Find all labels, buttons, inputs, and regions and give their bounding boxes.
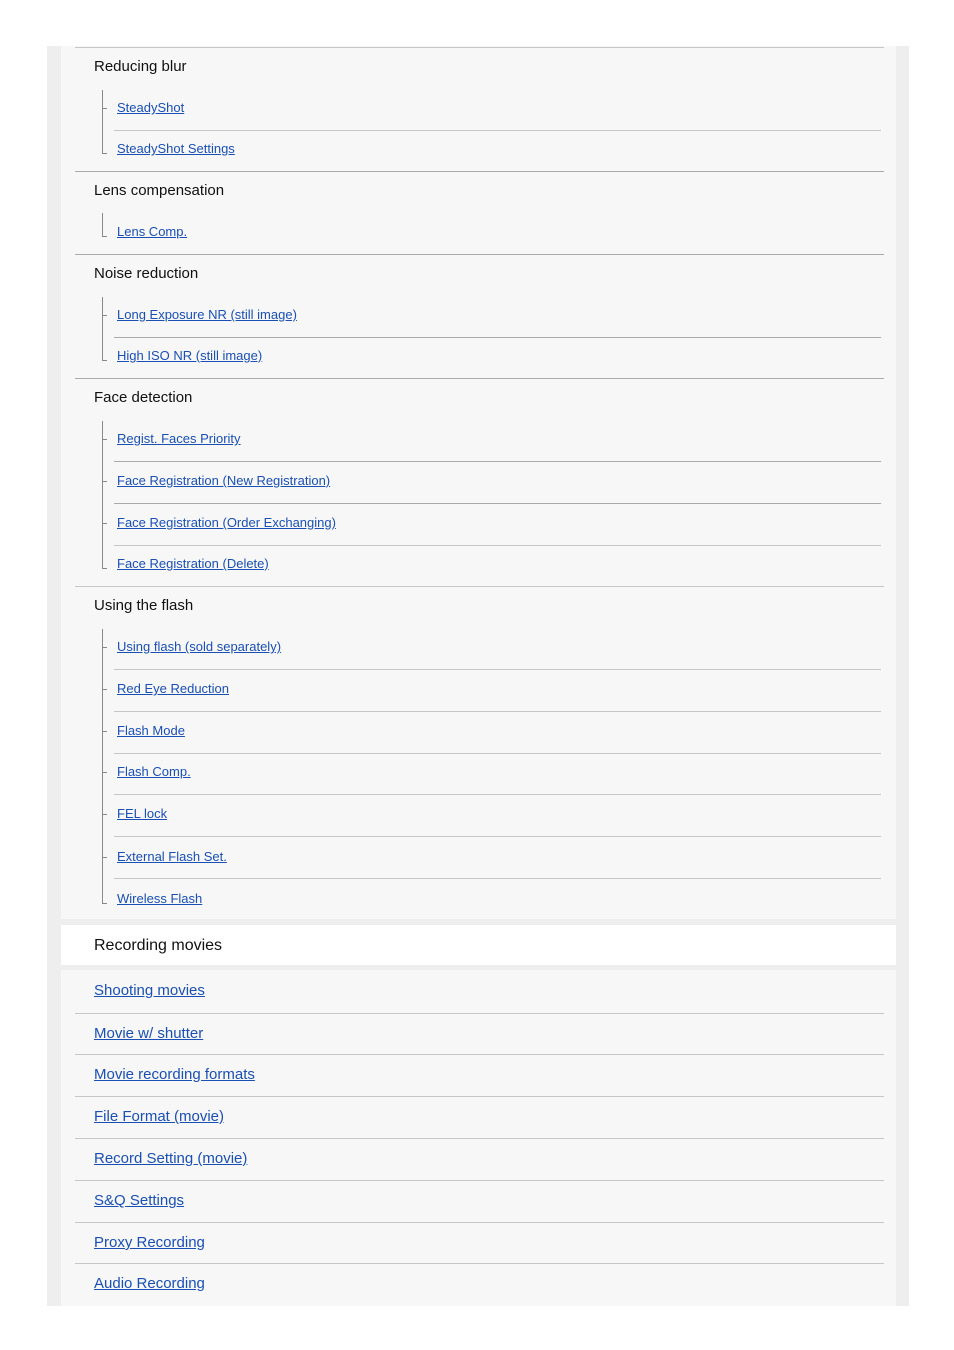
tree-tick	[102, 568, 107, 569]
tree-tick	[102, 315, 107, 316]
link-fel-lock[interactable]: FEL lock	[117, 806, 168, 821]
tree-tick	[102, 731, 107, 732]
link-file-format-movie[interactable]: File Format (movie)	[94, 1108, 225, 1125]
tree-line	[102, 629, 103, 904]
divider	[114, 669, 881, 670]
link-movie-w-shutter[interactable]: Movie w/ shutter	[94, 1025, 204, 1042]
link-red-eye-reduction[interactable]: Red Eye Reduction	[117, 681, 230, 696]
divider	[114, 753, 881, 754]
tree-tick	[102, 523, 107, 524]
link-using-flash[interactable]: Using flash (sold separately)	[117, 639, 282, 654]
link-flash-comp[interactable]: Flash Comp.	[117, 764, 191, 779]
divider	[114, 130, 881, 131]
tree-tick	[102, 647, 107, 648]
tree-tick	[102, 153, 107, 154]
section-divider	[75, 586, 884, 587]
tree-line	[102, 421, 103, 569]
link-external-flash-set[interactable]: External Flash Set.	[117, 849, 227, 864]
tree-tick	[102, 108, 107, 109]
link-lens-comp[interactable]: Lens Comp.	[117, 224, 188, 239]
link-face-registration-delete[interactable]: Face Registration (Delete)	[117, 556, 269, 571]
divider	[75, 1013, 884, 1014]
section-divider	[75, 254, 884, 255]
link-shooting-movies[interactable]: Shooting movies	[94, 982, 205, 999]
section-title-face-detection: Face detection	[94, 389, 193, 406]
link-audio-recording[interactable]: Audio Recording	[94, 1275, 205, 1292]
tree-tick	[102, 236, 107, 237]
link-wireless-flash[interactable]: Wireless Flash	[117, 891, 203, 906]
divider	[114, 794, 881, 795]
divider	[75, 47, 884, 48]
link-sq-settings[interactable]: S&Q Settings	[94, 1192, 185, 1209]
link-long-exposure-nr[interactable]: Long Exposure NR (still image)	[117, 307, 297, 322]
block-title-recording-movies: Recording movies	[94, 937, 223, 954]
divider	[114, 503, 881, 504]
link-flash-mode[interactable]: Flash Mode	[117, 723, 185, 738]
tree-line	[102, 90, 103, 154]
tree-line	[102, 213, 103, 237]
tree-tick	[102, 772, 107, 773]
tree-tick	[102, 903, 107, 904]
divider	[114, 878, 881, 879]
divider	[75, 1096, 884, 1097]
divider	[75, 1222, 884, 1223]
tree-tick	[102, 857, 107, 858]
tree-tick	[102, 360, 107, 361]
link-regist-faces-priority[interactable]: Regist. Faces Priority	[117, 431, 241, 446]
section-divider	[75, 171, 884, 172]
divider	[114, 337, 881, 338]
divider	[75, 1263, 884, 1264]
link-record-setting-movie[interactable]: Record Setting (movie)	[94, 1150, 248, 1167]
divider	[75, 1180, 884, 1181]
section-title-noise-reduction: Noise reduction	[94, 265, 199, 282]
tree-tick	[102, 814, 107, 815]
section-divider	[75, 378, 884, 379]
section-title-reducing-blur: Reducing blur	[94, 58, 187, 75]
link-high-iso-nr[interactable]: High ISO NR (still image)	[117, 348, 263, 363]
tree-tick	[102, 689, 107, 690]
tree-tick	[102, 481, 107, 482]
divider	[114, 711, 881, 712]
section-title-using-the-flash: Using the flash	[94, 597, 194, 614]
link-proxy-recording[interactable]: Proxy Recording	[94, 1234, 205, 1251]
tree-tick	[102, 439, 107, 440]
link-face-registration-order[interactable]: Face Registration (Order Exchanging)	[117, 515, 336, 530]
tree-line	[102, 297, 103, 361]
divider	[75, 1054, 884, 1055]
link-steadyshot-settings[interactable]: SteadyShot Settings	[117, 141, 235, 156]
link-steadyshot[interactable]: SteadyShot	[117, 100, 185, 115]
link-movie-recording-formats[interactable]: Movie recording formats	[94, 1066, 255, 1083]
section-title-lens-compensation: Lens compensation	[94, 182, 225, 199]
divider	[114, 836, 881, 837]
divider	[114, 545, 881, 546]
divider	[114, 461, 881, 462]
divider	[75, 1138, 884, 1139]
link-face-registration-new[interactable]: Face Registration (New Registration)	[117, 473, 331, 488]
